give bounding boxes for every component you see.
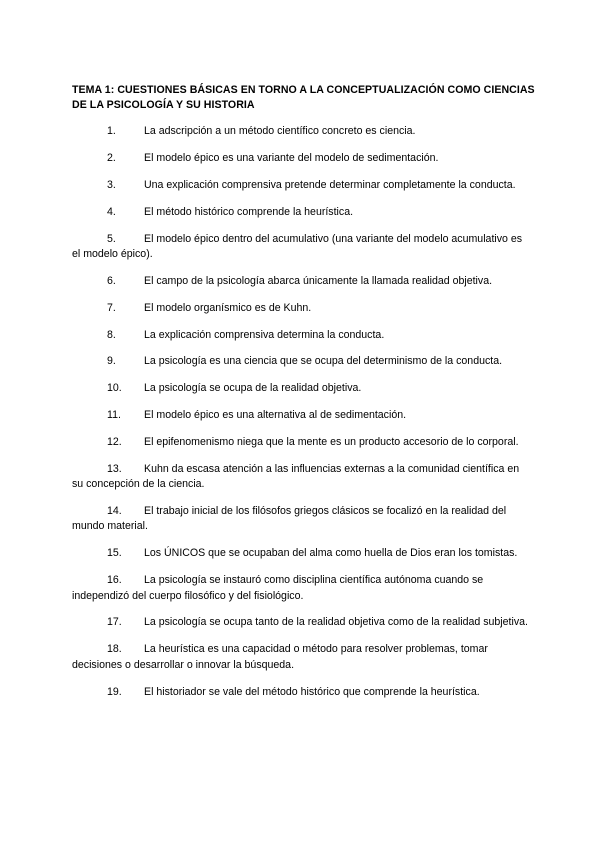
list-item [72, 546, 530, 561]
item-number: 12. [107, 436, 122, 449]
item-number: 18. [107, 643, 122, 656]
item-text: La adscripción a un método científico concreto es ciencia. [144, 125, 416, 137]
item-text: El modelo épico es una alternativa al de sedimentación. [144, 409, 407, 422]
item-number: 5. [107, 232, 116, 245]
list-item [72, 205, 530, 220]
item-text: La heurística es una capacidad o método para resolver problemas, tomar decisiones o desarrollar o innovar la búsqueda. [72, 643, 488, 671]
list-item [72, 642, 530, 673]
item-text: La psicología es una ciencia que se ocupa del determinismo de la conducta. [144, 355, 503, 368]
list-item [72, 685, 530, 700]
list-item [72, 354, 530, 369]
list-item [72, 408, 530, 423]
item-number: 13. [107, 462, 122, 475]
item-text: El método histórico comprende la heurística. [144, 205, 354, 218]
item-text: Una explicación comprensiva pretende determinar completamente la conducta. [144, 178, 516, 191]
item-text: La psicología se instauró como disciplina científica autónoma cuando se independizó del cuerpo filosófico y del fisiológico. [72, 574, 484, 602]
item-number: 1. [107, 125, 116, 137]
item-text: El modelo organísmico es de Kuhn. [144, 301, 312, 314]
item-number: 15. [107, 547, 122, 560]
item-text: La explicación comprensiva determina la conducta. [144, 328, 385, 341]
list-item [72, 301, 530, 316]
item-text: El modelo épico dentro del acumulativo (una variante del modelo acumulativo es el modelo épico). [72, 232, 523, 260]
list-item [72, 573, 530, 604]
item-number: 6. [107, 274, 116, 287]
page-title: TEMA 1: CUESTIONES BÁSICAS EN TORNO A LA CONCEPTUALIZACIÓN COMO CIENCIAS DE LA PSICOLOGÍA Y SU HISTORIA [72, 84, 535, 111]
list-item [72, 274, 530, 289]
item-number: 8. [107, 328, 116, 341]
item-number: 19. [107, 685, 122, 698]
item-text: La psicología se ocupa de la realidad objetiva. [144, 382, 362, 395]
item-number: 3. [107, 178, 116, 191]
item-text: El campo de la psicología abarca únicamente la llamada realidad objetiva. [144, 274, 493, 287]
item-text: La psicología se ocupa tanto de la realidad objetiva como de la realidad subjetiva. [144, 616, 528, 629]
item-number: 4. [107, 205, 116, 218]
item-text: El epifenomenismo niega que la mente es un producto accesorio de lo corporal. [144, 436, 519, 449]
list-item [72, 435, 530, 450]
list-item [72, 328, 530, 343]
item-text: Los ÚNICOS que se ocupaban del alma como huella de Dios eran los tomistas. [144, 547, 518, 560]
list-item [72, 124, 530, 139]
list-item [72, 178, 530, 193]
item-number: 2. [107, 151, 116, 164]
item-number: 10. [107, 382, 122, 395]
item-number: 17. [107, 616, 122, 629]
item-text: Kuhn da escasa atención a las influencias externas a la comunidad científica en su concepción de la ciencia. [72, 462, 520, 491]
question-list [72, 124, 530, 711]
list-item [72, 462, 530, 493]
list-item [72, 381, 530, 396]
item-text: El historiador se vale del método histórico que comprende la heurística. [144, 685, 480, 698]
item-number: 9. [107, 355, 116, 368]
list-item [72, 151, 530, 166]
item-number: 14. [107, 505, 122, 518]
item-text: El trabajo inicial de los filósofos griegos clásicos se focalizó en la realidad del mundo material. [72, 505, 507, 533]
item-number: 11. [107, 409, 121, 422]
list-item [72, 615, 530, 630]
list-item [72, 504, 530, 535]
item-number: 7. [107, 301, 116, 314]
item-text: El modelo épico es una variante del modelo de sedimentación. [144, 151, 439, 164]
item-number: 16. [107, 574, 122, 587]
list-item [72, 232, 530, 263]
